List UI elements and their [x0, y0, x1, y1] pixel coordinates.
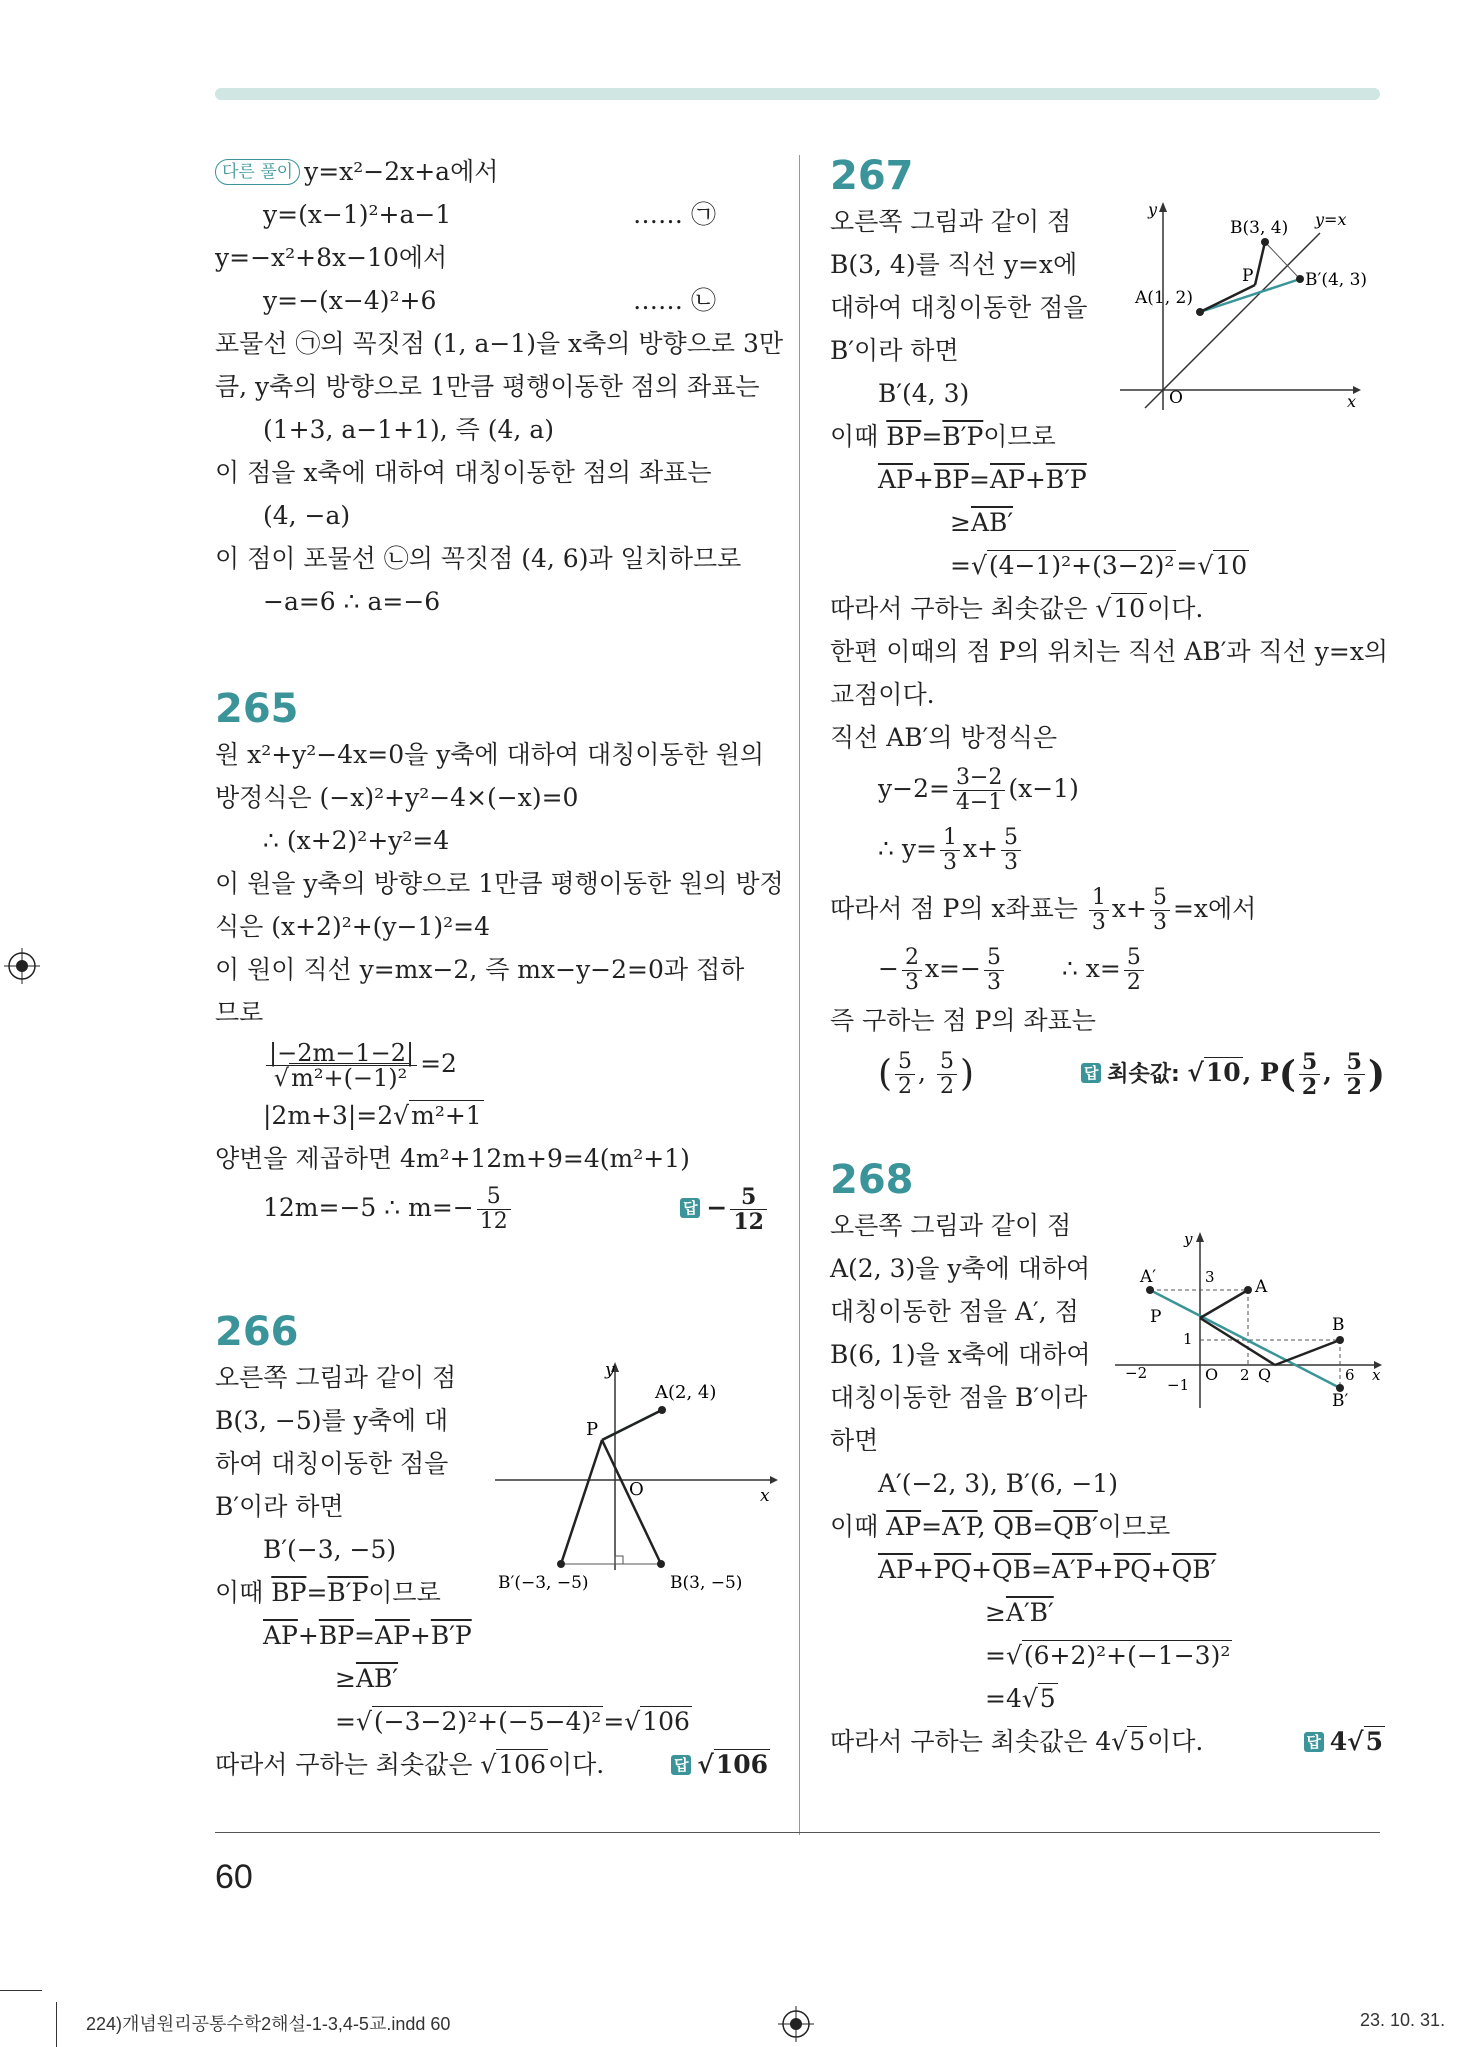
answer-265: 답 − $\frac{5}{12}$ — [680, 1180, 770, 1236]
label-a: A(2, 4) — [655, 1382, 717, 1403]
figure-268 — [1110, 1230, 1395, 1415]
label-b: B(3, 4) — [1230, 218, 1289, 238]
segment-qb — [1275, 1340, 1340, 1365]
solution-line: ≥A′B′ — [985, 1597, 1054, 1627]
solution-line: A(2, 3)을 y축에 대하여 — [830, 1253, 1091, 1283]
solution-line: 오른쪽 그림과 같이 점 — [215, 1363, 457, 1392]
segment-ap — [602, 1410, 662, 1440]
answer-mark: 답 — [1081, 1063, 1101, 1083]
point-b — [657, 1560, 665, 1568]
segment-ap — [1200, 1290, 1248, 1318]
label-minus1: −1 — [1167, 1376, 1190, 1394]
equation-mark-1: …… ㉠ — [633, 200, 716, 229]
solution-line: 식은 (x+2)²+(y−1)²=4 — [215, 912, 491, 941]
solution-line: =√(−3−2)²+(−5−4)²=√106 — [335, 1707, 690, 1736]
answer-mark: 답 — [1304, 1732, 1324, 1752]
column-divider — [799, 155, 800, 1835]
solution-line: 따라서 구하는 최솟값은 √10이다. — [830, 594, 1204, 623]
solution-line: 따라서 점 P의 x좌표는 $\frac{1}{3}$ x+ $\frac{5}{3}$ =x에서 — [830, 885, 1257, 935]
solution-line: 이 원을 y축의 방향으로 1만큼 평행이동한 원의 방정 — [215, 869, 784, 898]
x-label: x — [1347, 392, 1357, 411]
answer-268: 답 4√5 — [1304, 1720, 1385, 1763]
alt-solution-badge: 다른 풀이 — [215, 159, 300, 185]
alt-solution-line: −a=6 ∴ a=−6 — [263, 587, 441, 616]
figure-267 — [1115, 195, 1385, 415]
registration-mark-left — [4, 948, 40, 984]
solution-line: ∴ y= $\frac{1}{3}$ x+ $\frac{5}{3}$ — [830, 819, 1385, 879]
equation-mark-2: …… ㉡ — [633, 286, 716, 315]
distance-equation: $\frac{|-2m-1-2|}{\text{√m²+(−1)²}}$ =2 — [215, 1034, 770, 1094]
label-a: A(1, 2) — [1135, 288, 1193, 308]
crop-line — [56, 2002, 57, 2047]
header-bar — [215, 88, 1380, 100]
answer-266: 답 √106 — [671, 1743, 770, 1786]
solution-line: 오른쪽 그림과 같이 점 — [830, 207, 1072, 236]
solution-line: ≥AB′ — [335, 1664, 399, 1693]
solution-line: |2m+3|=2√m²+1 — [263, 1101, 482, 1130]
label-b: B(3, −5) — [670, 1573, 743, 1593]
solution-line: 이때 $\overline{AP}=A'P$, $\overline{QB}=QB'$이므로 — [830, 1511, 1171, 1541]
solution-line: 12m=−5 ∴ m=− $\frac{5}{12}$ 답 − $\frac{5}{12}$ — [215, 1180, 770, 1236]
segment-pb — [1255, 242, 1265, 285]
problem-number-266: 266 — [215, 1309, 299, 1355]
solution-line: y−2= $\frac{3-2}{4-1}$ (x−1) — [878, 765, 1079, 815]
solution-line: 이때 $\overline{BP}=B'P$이므로 — [215, 1578, 441, 1607]
solution-line: 한편 이때의 점 P의 위치는 직선 AB′과 직선 y=x의 — [830, 637, 1389, 666]
alt-solution-line: y=−(x−4)²+6 …… ㉡ — [215, 279, 770, 322]
label-o: O — [629, 1479, 644, 1500]
label-line-y-equals-x: y=x — [1315, 210, 1347, 229]
point-b — [1261, 238, 1269, 246]
solution-line: B(6, 1)을 x축에 대하여 — [830, 1339, 1091, 1369]
registration-mark-bottom — [778, 2006, 814, 2042]
y-label: y — [1184, 1230, 1193, 1248]
alt-solution-line: y=(x−1)²+a−1 …… ㉠ — [215, 193, 770, 236]
x-axis-arrow — [770, 1476, 778, 1484]
segment-pq — [1200, 1318, 1275, 1365]
solution-line: 대칭이동한 점을 A′, 점 — [830, 1296, 1079, 1326]
x-label: x — [760, 1486, 770, 1506]
point-b — [1336, 1336, 1344, 1344]
solution-line: 직선 AB′의 방정식은 — [830, 723, 1058, 752]
solution-line: 원 x²+y²−4x=0을 y축에 대하여 대칭이동한 원의 — [215, 740, 764, 769]
alt-solution-line: 이 점이 포물선 ㉡의 꼭짓점 (4, 6)과 일치하므로 — [215, 544, 742, 573]
solution-line: B′이라 하면 — [215, 1492, 344, 1521]
solution-line: 교점이다. — [830, 680, 935, 709]
problem-number-268: 268 — [830, 1156, 914, 1203]
y-label: y — [1148, 200, 1158, 219]
segment-pb1 — [561, 1440, 602, 1564]
label-o: O — [1205, 1365, 1219, 1384]
problem-number-265: 265 — [215, 686, 299, 732]
label-6: 6 — [1345, 1366, 1355, 1384]
solution-line: 하면 — [830, 1425, 879, 1455]
alt-solution-line: (1+3, a−1+1), 즉 (4, a) — [263, 415, 554, 444]
solution-line: =√(6+2)²+(−1−3)² — [985, 1640, 1231, 1670]
line-y-equals-x — [1145, 233, 1320, 408]
point-a1 — [1146, 1286, 1154, 1294]
solution-line: 하여 대칭이동한 점을 — [215, 1449, 449, 1478]
label-b: B — [1332, 1315, 1345, 1335]
solution-line: B(3, 4)를 직선 y=x에 — [830, 250, 1078, 279]
point-b1 — [557, 1560, 565, 1568]
segment-bb1 — [1265, 242, 1300, 279]
solution-line: 이 원이 직선 y=mx−2, 즉 mx−y−2=0과 접하 — [215, 955, 745, 984]
alt-solution-line: 큼, y축의 방향으로 1만큼 평행이동한 점의 좌표는 — [215, 372, 760, 401]
label-b1: B′ — [1332, 1391, 1349, 1411]
solution-line: $\overline{AP}+\overline{BP}=\overline{AP}+B'P$ — [878, 465, 1087, 494]
solution-line: 따라서 구하는 최솟값은 √106이다. 답 √106 — [215, 1743, 770, 1786]
alt-solution-line: 포물선 ㉠의 꼭짓점 (1, a−1)을 x축의 방향으로 3만 — [215, 329, 784, 358]
solution-line: ∴ (x+2)²+y²=4 — [263, 826, 450, 855]
segment-ap — [1200, 285, 1255, 312]
answer-267: 답 최솟값: √10, P( $\frac{5}{2}$ , $\frac{5}{2}$ ) — [1081, 1042, 1385, 1106]
label-b1: B′(−3, −5) — [498, 1573, 589, 1593]
label-q: Q — [1258, 1365, 1272, 1384]
point-a — [1196, 308, 1204, 316]
label-p: P — [586, 1419, 599, 1440]
alt-solution-line: 다른 풀이 y=x²−2x+a에서 — [215, 150, 770, 193]
solution-line: 므로 — [215, 998, 264, 1027]
solution-line: $\overline{AP}+\overline{BP}=\overline{AP}+B'P$ — [263, 1621, 472, 1650]
point-a — [1244, 1286, 1252, 1294]
label-minus2: −2 — [1125, 1364, 1148, 1382]
solution-line: A′(−2, 3), B′(6, −1) — [878, 1468, 1118, 1498]
crop-line — [0, 1990, 42, 1991]
page-number: 60 — [215, 1858, 253, 1896]
answer-mark: 답 — [680, 1198, 700, 1218]
footer-filename: 224)개념원리공통수학2해설-1-3,4-5교.indd 60 — [86, 2014, 451, 2034]
y-axis-arrow — [1196, 1232, 1204, 1242]
solution-line: − $\frac{2}{3}$ x=− $\frac{5}{3}$ ∴ x= $\frac{5}{2}$ — [830, 939, 1385, 999]
problem-number-267: 267 — [830, 153, 914, 199]
solution-line: B′이라 하면 — [830, 336, 959, 365]
solution-line: 즉 구하는 점 P의 좌표는 — [830, 1006, 1096, 1035]
solution-line: 따라서 구하는 최솟값은 4√5이다. 답 4√5 — [830, 1720, 1385, 1763]
solution-line: 대하여 대칭이동한 점을 — [830, 293, 1088, 322]
solution-line: 대칭이동한 점을 B′이라 — [830, 1382, 1088, 1412]
solution-line: B′(−3, −5) — [263, 1535, 397, 1564]
solution-line: =√(4−1)²+(3−2)²=√10 — [950, 551, 1248, 580]
label-b1: B′(4, 3) — [1305, 270, 1368, 290]
alt-solution-line: y=−x²+8x−10에서 — [215, 243, 448, 272]
solution-line: B′(4, 3) — [878, 379, 970, 408]
solution-line: =4√5 — [985, 1683, 1056, 1713]
solution-line: ≥AB′ — [950, 508, 1014, 537]
solution-line: ( $\frac{5}{2}$ , $\frac{5}{2}$ ) 답 최솟값: √10, P( $\frac{5}{2}$ , $\frac{5}{2}$ ) — [830, 1042, 1385, 1106]
label-a1: A′ — [1140, 1267, 1157, 1287]
label-3: 3 — [1205, 1268, 1215, 1286]
footer-date: 23. 10. 31. — [1360, 2010, 1446, 2030]
answer-mark: 답 — [671, 1755, 691, 1775]
solution-line: 이때 $\overline{BP}=B'P$이므로 — [830, 422, 1056, 451]
label-p: P — [1242, 266, 1254, 286]
label-o: O — [1169, 388, 1183, 408]
solution-line: $\overline{AP}+\overline{PQ}+\overline{QB}=A'P+\overline{PQ}+QB'$ — [878, 1554, 1217, 1584]
solution-line: 오른쪽 그림과 같이 점 — [830, 1210, 1072, 1240]
right-angle-mark — [615, 1556, 623, 1564]
y-label: y — [605, 1360, 615, 1380]
label-a: A — [1255, 1277, 1268, 1297]
x-label: x — [1372, 1366, 1381, 1384]
alt-solution-line: 이 점을 x축에 대하여 대칭이동한 점의 좌표는 — [215, 458, 712, 487]
label-p: P — [1150, 1307, 1162, 1327]
point-b1 — [1296, 275, 1304, 283]
y-axis-arrow — [1159, 202, 1167, 212]
label-2: 2 — [1240, 1366, 1250, 1384]
solution-line: B(3, −5)를 y축에 대 — [215, 1406, 449, 1435]
segment-pb — [602, 1440, 661, 1564]
label-1: 1 — [1183, 1330, 1193, 1348]
solution-line: 양변을 제곱하면 4m²+12m+9=4(m²+1) — [215, 1144, 690, 1173]
solution-line: 방정식은 (−x)²+y²−4×(−x)=0 — [215, 783, 579, 812]
figure-266 — [490, 1355, 780, 1600]
point-a — [658, 1406, 666, 1414]
alt-solution-line: (4, −a) — [263, 501, 351, 530]
bottom-rule — [215, 1832, 1380, 1833]
